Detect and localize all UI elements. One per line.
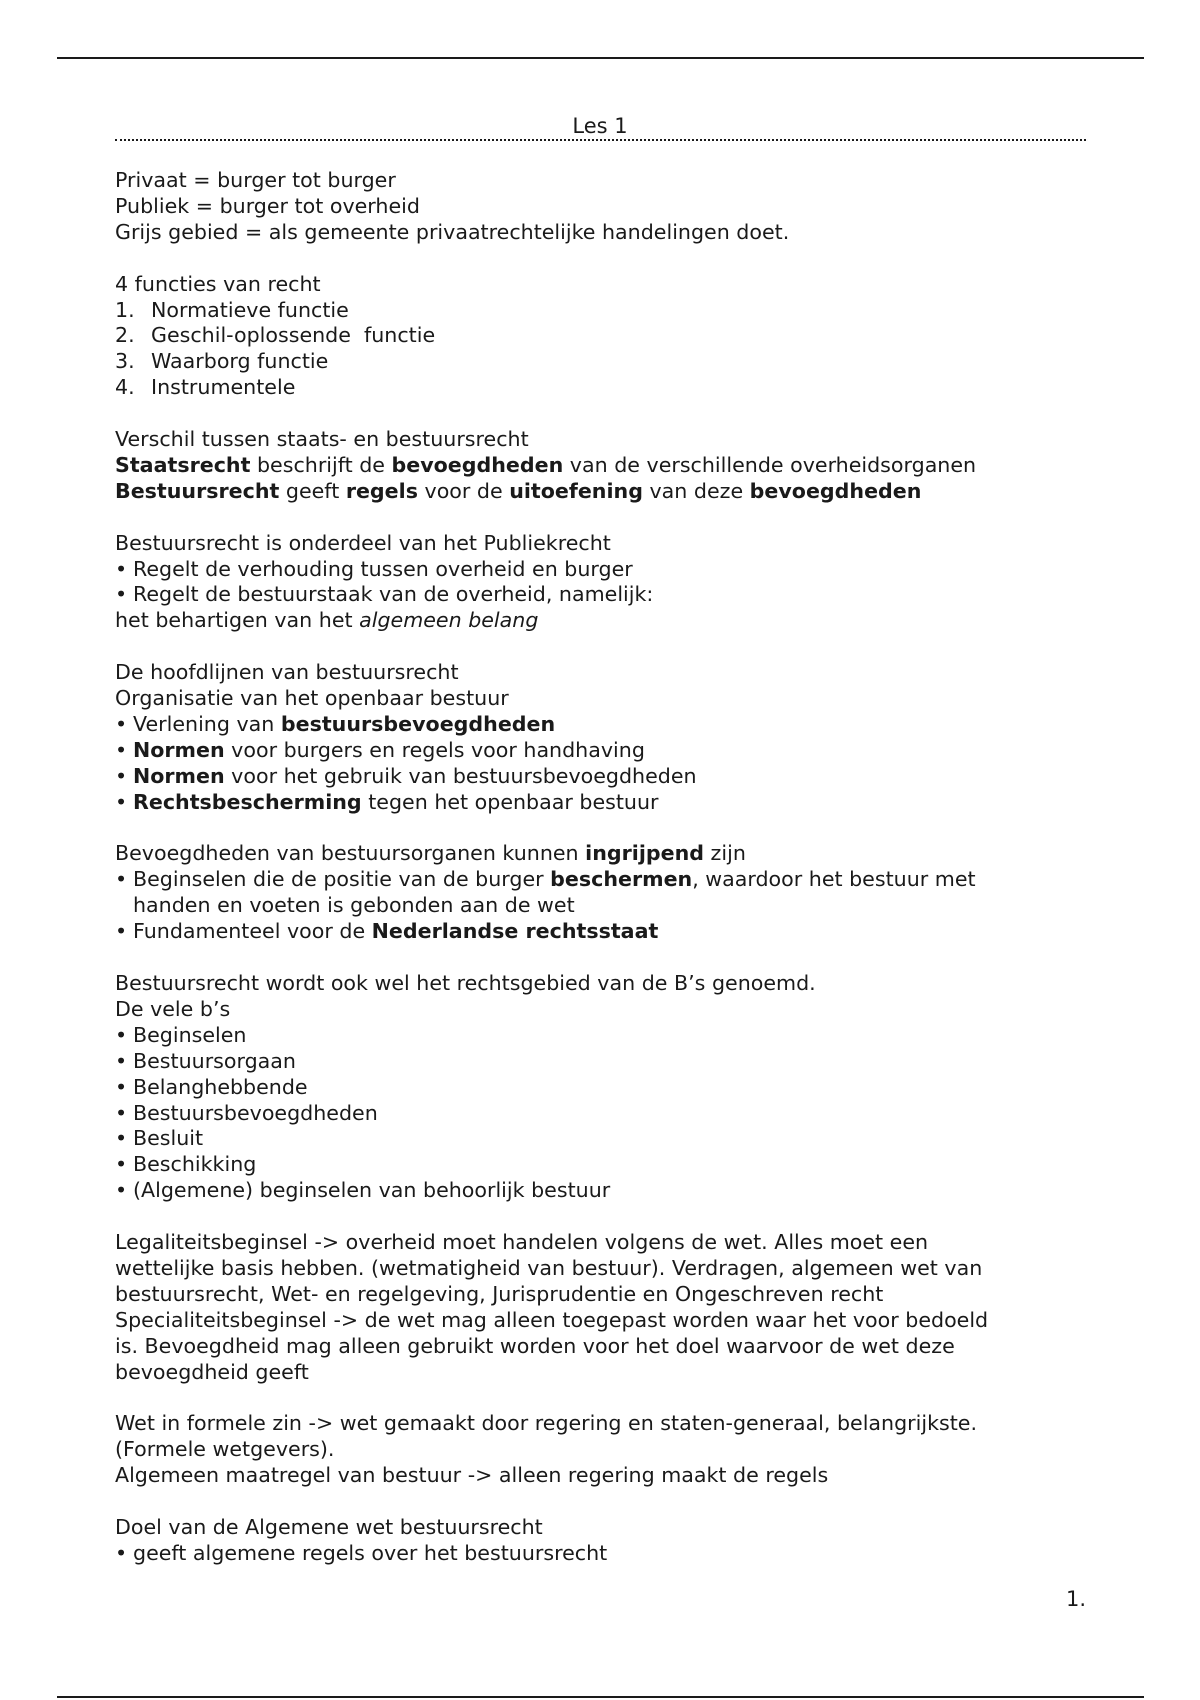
paragraph-line: is. Bevoegdheid mag alleen gebruikt worden voor het doel waarvoor de wet deze (115, 1333, 955, 1358)
paragraph-line: Wet in formele zin -> wet gemaakt door regering en staten-generaal, belangrijkste. (115, 1411, 978, 1436)
intro-line: Privaat = burger tot burger (115, 168, 396, 192)
text-run: Verlening van (133, 711, 281, 736)
paragraph-line: Algemeen maatregel van bestuur -> alleen regering maakt de regels (115, 1463, 829, 1488)
bullet-icon: • (115, 711, 128, 736)
section-heading: Doel van de Algemene wet bestuursrecht (115, 1514, 543, 1539)
text-run: voor burgers en regels voor handhaving (224, 737, 645, 762)
bullet-item (115, 919, 1095, 945)
paragraph-line: (Formele wetgevers). (115, 1437, 335, 1462)
item-text: Instrumentele (151, 375, 296, 400)
text-run: van deze (642, 478, 750, 503)
bold-term: bestuursbevoegdheden (280, 711, 556, 736)
bestuursrecht-definition (115, 479, 1095, 505)
bullet-item (115, 1101, 1095, 1127)
bullet-icon: • (115, 1178, 128, 1203)
bullet-icon: • (115, 737, 128, 762)
item-number: 1. (115, 297, 135, 322)
bold-term: Rechtsbescherming (133, 789, 362, 814)
bullet-item (115, 738, 1095, 764)
bullet-icon: • (115, 763, 128, 788)
item-text: Waarborg functie (151, 349, 329, 374)
item-text: Bestuursorgaan (133, 1048, 296, 1073)
bullet-icon: • (115, 919, 128, 944)
section-heading (115, 841, 1095, 867)
section-heading: Bestuursrecht wordt ook wel het rechtsgebied van de B’s genoemd. (115, 971, 816, 995)
section-heading: Verschil tussen staats- en bestuursrecht (115, 427, 529, 452)
bold-term: bevoegdheden (391, 452, 564, 477)
bullet-icon: • (115, 1074, 128, 1099)
item-text: Geschil-oplossende functie (151, 323, 436, 348)
top-divider (57, 57, 1144, 59)
item-number: 4. (115, 375, 135, 400)
item-text: Besluit (133, 1126, 204, 1151)
bullet-item (115, 1178, 1095, 1204)
bullet-item (115, 1023, 1095, 1049)
paragraph-line: bestuursrecht, Wet- en regelgeving, Jurisprudentie en Ongeschreven recht (115, 1281, 884, 1306)
text-run: Fundamenteel voor de (133, 919, 372, 944)
text-run: tegen het openbaar bestuur (361, 789, 659, 814)
title-dotted-divider (115, 139, 1086, 141)
paragraph-line: Legaliteitsbeginsel -> overheid moet handelen volgens de wet. Alles moet een (115, 1230, 929, 1255)
bold-term: uitoefening (509, 478, 643, 503)
bullet-icon: • (115, 582, 128, 607)
text-run: Beginselen die de positie van de burger (133, 867, 551, 892)
text-run: zijn (704, 841, 746, 866)
item-text: (Algemene) beginselen van behoorlijk bestuur (133, 1178, 611, 1203)
item-number: 3. (115, 349, 135, 374)
bold-term: Nederlandse rechtsstaat (371, 919, 659, 944)
bullet-icon: • (115, 1100, 128, 1125)
bullet-icon: • (115, 1540, 128, 1565)
text-run: voor de (417, 478, 510, 503)
bullet-icon: • (115, 1048, 128, 1073)
bottom-divider (57, 1696, 1144, 1698)
item-text: Beschikking (133, 1152, 257, 1177)
bold-term: Normen (133, 763, 225, 788)
bullet-icon: • (115, 867, 128, 892)
text-run: van de verschillende overheidsorganen (563, 452, 977, 477)
bullet-item (115, 790, 1095, 816)
staatsrecht-definition (115, 453, 1095, 479)
bold-term: Normen (133, 737, 225, 762)
bullet-icon: • (115, 789, 128, 814)
bold-term: bevoegdheden (749, 478, 922, 503)
text-run: beschrijft de (250, 452, 392, 477)
bullet-item (115, 1075, 1095, 1101)
bullet-icon: • (115, 1126, 128, 1151)
text-line (115, 608, 1095, 634)
text-run: het behartigen van het (115, 608, 360, 633)
item-text: Normatieve functie (151, 297, 349, 322)
paragraph-line: bevoegdheid geeft (115, 1359, 309, 1384)
text-run: , waardoor het bestuur met (692, 867, 976, 892)
page-number: 1. (1065, 1587, 1086, 1611)
numbered-item (115, 349, 1095, 375)
bullet-item (115, 764, 1095, 790)
text-line: Organisatie van het openbaar bestuur (115, 686, 509, 711)
text-run: voor het gebruik van bestuursbevoegdheden (224, 763, 697, 788)
bullet-icon: • (115, 1152, 128, 1177)
bullet-icon: • (115, 1022, 128, 1047)
italic-term: algemeen belang (359, 608, 539, 633)
bullet-continuation: handen en voeten is gebonden aan de wet (133, 893, 575, 918)
item-number: 2. (115, 323, 135, 348)
numbered-item (115, 375, 1095, 401)
item-text: Regelt de bestuurstaak van de overheid, namelijk: (133, 582, 654, 607)
bold-term: Staatsrecht (115, 452, 251, 477)
bullet-icon: • (115, 556, 128, 581)
text-run: geeft (279, 478, 346, 503)
item-text: Bestuursbevoegdheden (133, 1100, 378, 1125)
paragraph-line: wettelijke basis hebben. (wetmatigheid van bestuur). Verdragen, algemeen wet van (115, 1255, 983, 1280)
bold-term: beschermen (550, 867, 693, 892)
text-line: De vele b’s (115, 996, 231, 1021)
bold-term: Bestuursrecht (115, 478, 280, 503)
item-text: Beginselen (133, 1022, 247, 1047)
item-text: geeft algemene regels over het bestuursrecht (133, 1540, 608, 1565)
bullet-item (115, 1152, 1095, 1178)
section-heading: 4 functies van recht (115, 271, 321, 296)
paragraph-line: Specialiteitsbeginsel -> de wet mag alleen toegepast worden waar het voor bedoeld (115, 1307, 989, 1332)
section-heading: Bestuursrecht is onderdeel van het Publiekrecht (115, 530, 611, 555)
bold-term: ingrijpend (585, 841, 705, 866)
intro-line: Publiek = burger tot overheid (115, 193, 420, 218)
bullet-item (115, 1126, 1095, 1152)
text-run: Bevoegdheden van bestuursorganen kunnen (115, 841, 586, 866)
item-text: Regelt de verhouding tussen overheid en burger (133, 556, 633, 581)
bullet-item (115, 867, 1095, 893)
bullet-item (115, 582, 1095, 608)
document-body (115, 168, 1095, 1567)
numbered-item (115, 323, 1095, 349)
bullet-item (115, 712, 1095, 738)
numbered-item (115, 298, 1095, 324)
bullet-item (115, 557, 1095, 583)
intro-line: Grijs gebied = als gemeente privaatrechtelijke handelingen doet. (115, 219, 790, 244)
section-heading: De hoofdlijnen van bestuursrecht (115, 660, 459, 685)
bullet-item (115, 1541, 1095, 1567)
page-title: Les 1 (572, 114, 628, 138)
bullet-item (115, 1049, 1095, 1075)
item-text: Belanghebbende (133, 1074, 308, 1099)
bold-term: regels (345, 478, 418, 503)
